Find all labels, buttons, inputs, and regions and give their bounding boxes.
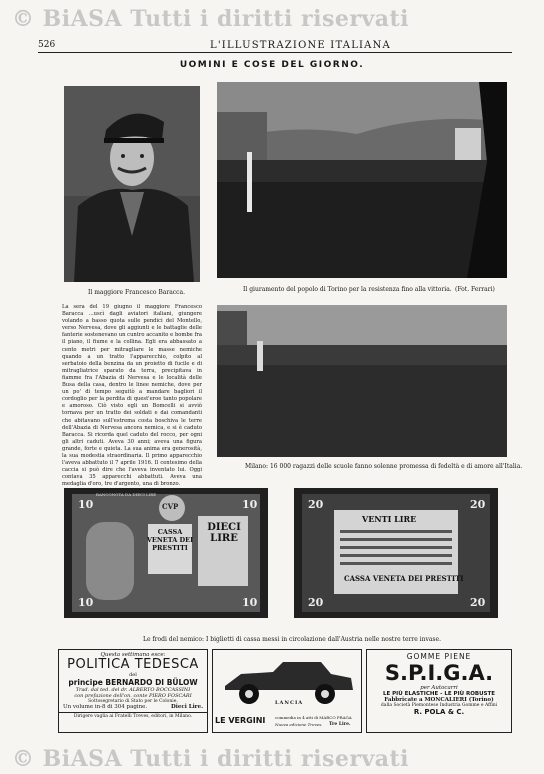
ad-car-headline: LE VERGINI [215, 716, 266, 725]
ad-car-price: Tre Lire. [329, 722, 351, 727]
header-rule [38, 52, 512, 53]
turin-photo [217, 82, 507, 278]
portrait-caption: Il maggiore Francesco Baracca. [88, 289, 185, 296]
milan-caption: Milano: 16 000 ragazzi delle scuole fanno solenne promessa di fedeltà e di amore all'Italia. [245, 463, 523, 470]
ad-book-intro: Questa settimana esce: [100, 652, 166, 658]
ad-tyres-for: per Autocarri [420, 685, 458, 691]
banknote-ten-cassa: CASSA VENETA DEI PRESTITI [146, 528, 194, 552]
milan-crowd-illustration [217, 305, 507, 457]
banknote-ten-number-br: 10 [242, 596, 258, 609]
banknote-twenty-number-tl: 20 [308, 498, 324, 511]
watermark-bottom: © BiASA Tutti i diritti riservati [12, 746, 410, 772]
banknote-ten-number-tr: 10 [242, 498, 258, 511]
turin-photo-credit: (Fot. Ferrari) [455, 286, 495, 293]
ad-book-role: Sottosegretario di Stato per le Colonie. [88, 699, 178, 704]
ad-car-edition: Nuova edizione Treves. [275, 722, 323, 727]
page-number: 526 [38, 40, 56, 50]
ad-book-author: principe BERNARDO DI BÜLOW [68, 678, 198, 687]
milan-photo [217, 305, 507, 457]
watermark-top: © BiASA Tutti i diritti riservati [12, 6, 410, 32]
ad-book-translation: Trad. dal ted. del dr. ALBERTO BOCCASSINI [75, 687, 191, 693]
banknote-twenty-cassa: CASSA VENETA DEI PRESTITI [344, 574, 464, 583]
banknote-twenty-number-tr: 20 [470, 498, 486, 511]
banknote-ten [64, 488, 268, 618]
banknote-twenty-number-bl: 20 [308, 596, 324, 609]
ad-book-preface: con prefazione dell'on. conte PIERO FOSCARI [74, 693, 192, 699]
banknote-ten-header: BANCONOTA DA DIECI LIRE [96, 492, 157, 497]
portrait-photo [64, 86, 200, 282]
turin-crowd-illustration [217, 82, 507, 278]
ad-book-volume: Un volume in-8 di 304 pagine. [63, 704, 148, 710]
ad-car-body: commedia in 4 atti di MARCO PRAGA [275, 715, 352, 720]
ad-book-author-prefix: del [129, 672, 137, 678]
ad-tyres [366, 649, 512, 733]
banknotes-caption: Le frodi del nemico: I biglietti di cassa messi in circolazione dall'Austria nelle nostre terre invase. [143, 636, 441, 643]
ad-tyres-agent: R. POLA & C. [413, 708, 465, 716]
article-text: La sera del 19 giugno il maggiore Francesco Baracca ...uscì dagli aviatori italiani, giungere volando a basso quota sulle pendici del Montello, verso Nervesa, dove gli aggiunti e le battaglie delle fanterie sostenevano un cuntro accanito e bombe fra il piano, il fiume e la collina. Egli era abbassato a cento metri per mitragliare le masse nemiche quando a un tratto l'apparecchio, colpito al serbatoio della benzina da un proietto di fucile e di mitragliatrice sparato da terra, precipitava in fiamme fra l'Abazia di Nervesa e le località delle Busa della casa, dentro le linee nemiche, dove per un po' di tempo seguitò a mandare bagliori il cordoglio per la perdita di quest'eroe tanto popolare e amoroso. Ciò visto egli un Bomcelli si avviò tornava per un tratto dei soldati e dai comandanti che abitavano sull'estrema costa boschiva le terre dell'Abazia di Nervesa ancora nemica, e si è caduto Baracca. Si ricorda quel caduto del rocco, per ogni gli altri caduti. Aveva 30 anni; aveva una figura grande, forte e quieta. La sua anima era generosità, la sua modestia straordinaria. Il primo apparecchio l'aveva abbattuto il 7 aprile 1916. Il centesimo della caccia si può dire che l'aveva inventato lui. Oggi contava 35 apparecchi abbattuti. Aveva una medaglia d'oro, tre d'argento, una di bronzo. [62, 304, 202, 488]
ad-tyres-made: Fabbricate a MONCALIERI (Torino) [384, 697, 494, 703]
ad-book-title: POLITICA TEDESCA [67, 657, 199, 672]
banknote-ten-number-bl: 10 [78, 596, 94, 609]
ad-tyres-brand: S.P.I.G.A. [384, 661, 494, 685]
banknote-twenty [294, 488, 498, 618]
ad-car-brand: LANCIA [275, 700, 304, 706]
magazine-title: L'ILLUSTRAZIONE ITALIANA [210, 40, 391, 51]
ad-tyres-top: GOMME PIENE [406, 652, 472, 661]
section-title: UOMINI E COSE DEL GIORNO. [179, 60, 365, 70]
banknote-ten-monogram: CVP [162, 502, 179, 511]
turin-caption: Il giuramento del popolo di Torino per la resistenza fino alla vittoria. [243, 286, 452, 293]
ad-car [212, 649, 362, 733]
banknote-ten-words: DIECI LIRE [207, 522, 241, 544]
banknote-twenty-illustration [294, 488, 498, 618]
banknote-ten-number-tl: 10 [78, 498, 94, 511]
portrait-illustration [64, 86, 200, 282]
ad-tyres-claim: LE PIÙ ELASTICHE - LE PIÙ ROBUSTE [382, 691, 496, 697]
banknote-twenty-number-br: 20 [470, 596, 486, 609]
ad-book-publisher: Dirigere vaglia ai Fratelli Treves, editori, in Milano. [59, 712, 207, 719]
banknote-twenty-words: VENTI LIRE [362, 514, 417, 524]
ad-tyres-company: dalla Società Piemontese Industria Gomme e Affini [380, 703, 498, 708]
ad-book-price: Dieci Lire. [171, 704, 203, 710]
ad-book [58, 649, 208, 733]
